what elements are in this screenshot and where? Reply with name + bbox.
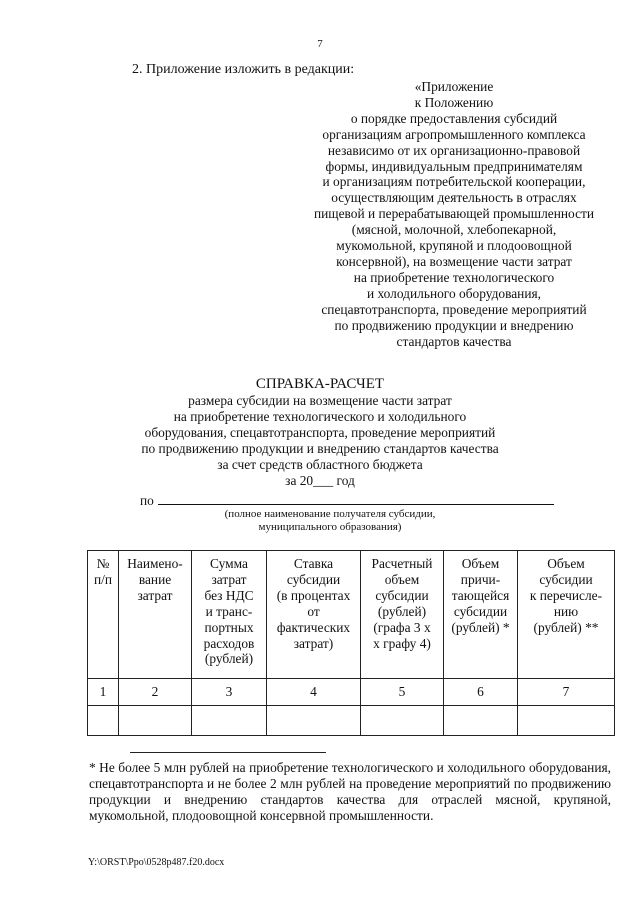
file-path: Y:\ORST\Ppo\0528p487.f20.docx	[88, 857, 225, 868]
table-cell	[119, 706, 192, 736]
appendix-line: формы, индивидуальным предпринимателям	[325, 158, 583, 174]
appendix-line: на приобретение технологического	[353, 269, 555, 285]
column-number-row	[88, 679, 615, 706]
appendix-line: пищевой и перерабатывающей промышленности	[313, 206, 595, 222]
subtitle-line: оборудования, спецавтотранспорта, проведение мероприятий	[144, 424, 496, 440]
column-number: 4	[267, 679, 361, 706]
recipient-blank	[158, 491, 554, 505]
recipient-line	[140, 491, 560, 509]
header-cell-cost-name: Наимено- вание затрат	[119, 551, 192, 679]
column-number: 1	[88, 679, 119, 706]
subtitle-line: размера субсидии на возмещение части затрат	[188, 393, 452, 408]
footnote: * Не более 5 млн рублей на приобретение технологического и холодильного оборудования, спецавтотранспорта и не более 2 млн рублей на проведение мероприятий по продвижению продукции и внедрению стандартов качества для отраслей мясной, крупяной, мукомольной, плодоовощной консервной промышленности.	[89, 760, 611, 823]
appendix-line: о порядке предоставления субсидий	[350, 110, 558, 126]
page-number: 7	[317, 38, 323, 50]
appendix-line: организациям агропромышленного комплекса	[322, 126, 586, 142]
document-title: СПРАВКА-РАСЧЕТ	[255, 376, 385, 392]
column-number: 5	[361, 679, 444, 706]
header-cell-calculated-subsidy: Расчетный объем субсидии (рублей) (графа 3 х х графу 4)	[361, 551, 444, 679]
table-cell	[192, 706, 267, 736]
appendix-line: (мясной, молочной, хлебопекарной,	[351, 222, 557, 238]
table-header-row	[88, 551, 615, 679]
calculation-title-block	[0, 375, 640, 488]
column-number: 6	[444, 679, 518, 706]
subtitle-line: на приобретение технологического и холодильного	[173, 408, 467, 424]
column-number: 7	[518, 679, 615, 706]
column-number: 3	[192, 679, 267, 706]
appendix-line: консервной), на возмещение части затрат	[336, 253, 572, 269]
recipient-note-line: (полное наименование получателя субсидии,	[224, 508, 436, 520]
header-cell-cost-sum: Сумма затрат без НДС и транс- портных расходов (рублей)	[192, 551, 267, 679]
header-cell-due-subsidy: Объем причи- тающейся субсидии (рублей) *	[444, 551, 518, 679]
calculation-table	[87, 550, 615, 736]
appendix-line: по продвижению продукции и внедрению	[334, 317, 574, 333]
appendix-line: и организациям потребительской кооперации,	[322, 174, 586, 190]
year-line: за 20___ год	[285, 472, 355, 488]
appendix-line: мукомольной, крупяной и плодоовощной	[336, 238, 572, 254]
appendix-line: спецавтотранспорта, проведение мероприятий	[321, 301, 587, 317]
table-cell	[361, 706, 444, 736]
appendix-line: «Приложение	[414, 79, 494, 94]
header-cell-subsidy-rate: Ставка субсидии (в процентах от фактических затрат)	[267, 551, 361, 679]
table-cell	[267, 706, 361, 736]
recipient-note-line: муниципального образования)	[258, 521, 402, 533]
appendix-line: к Положению	[414, 94, 494, 110]
table-cell	[88, 706, 119, 736]
appendix-heading	[282, 79, 626, 349]
appendix-line: осуществляющим деятельность в отраслях	[331, 190, 577, 206]
table-cell	[518, 706, 615, 736]
table-row	[88, 706, 615, 736]
column-number: 2	[119, 679, 192, 706]
header-cell-transfer-subsidy: Объем субсидии к перечисле- нию (рублей) **	[518, 551, 615, 679]
appendix-line: стандартов качества	[396, 333, 512, 349]
recipient-prefix: по	[140, 493, 154, 508]
footnote-separator	[130, 752, 326, 753]
recipient-note	[180, 508, 480, 534]
subtitle-line: за счет средств областного бюджета	[217, 456, 423, 472]
amendment-item: 2. Приложение изложить в редакции:	[132, 62, 355, 77]
header-cell-number: № п/п	[88, 551, 119, 679]
appendix-line: независимо от их организационно-правовой	[327, 142, 581, 158]
table-cell	[444, 706, 518, 736]
appendix-line: и холодильного оборудования,	[366, 285, 542, 301]
subtitle-line: по продвижению продукции и внедрению стандартов качества	[141, 440, 499, 456]
